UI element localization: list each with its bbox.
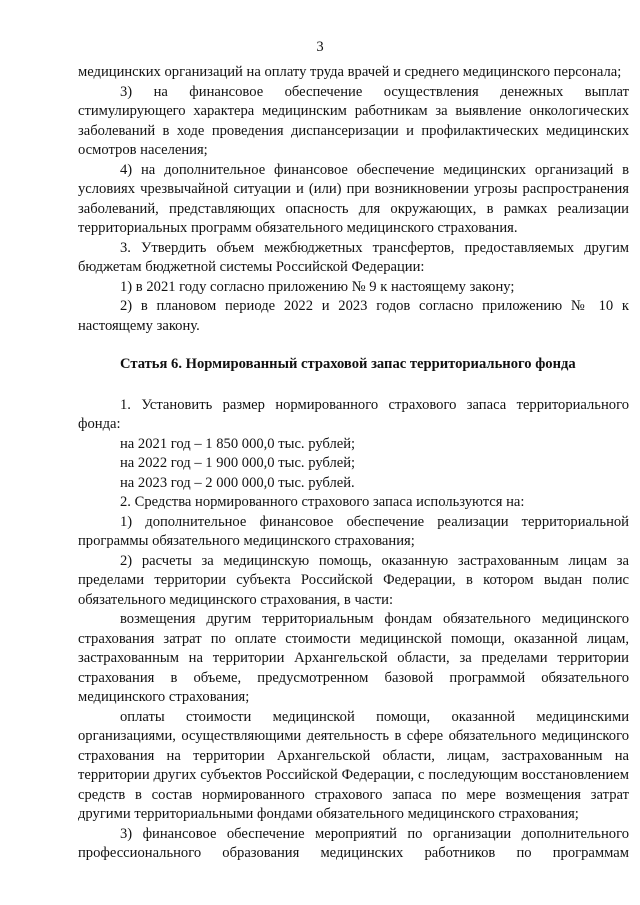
paragraph: 3) финансовое обеспечение мероприятий по организации дополнительного профессионального образования медицинских работников по программам — [78, 825, 629, 861]
paragraph: 2. Средства нормированного страхового запаса используются на: — [120, 494, 525, 510]
paragraph: 1) дополнительное финансовое обеспечение реализации территориальной программы обязательного медицинского страхования; — [78, 513, 629, 549]
paragraph: 4) на дополнительное финансовое обеспечение медицинских организаций в условиях чрезвычайной ситуации и (или) при возникновении угрозы распространения заболеваний, представляющих опасность для окружающих, в рамках реализации территориальных программ обязательного медицинского страхования. — [78, 161, 629, 236]
paragraph: 1) в 2021 году согласно приложению № 9 к настоящему закону; — [120, 278, 515, 295]
paragraph: 1. Установить размер нормированного страхового запаса территориального фонда: — [78, 396, 629, 432]
paragraph: на 2022 год – 1 900 000,0 тыс. рублей; — [120, 455, 356, 471]
paragraph: на 2023 год – 2 000 000,0 тыс. рублей. — [120, 474, 355, 491]
paragraph: 3. Утвердить объем межбюджетных трансфертов, предоставляемых другим бюджетам бюджетной системы Российской Федерации: — [78, 239, 629, 275]
article-heading: Статья 6. Нормированный страховой запас территориального фонда — [120, 356, 576, 372]
page-number: 3 — [316, 39, 324, 55]
paragraph: на 2021 год – 1 850 000,0 тыс. рублей; — [120, 435, 356, 452]
document-body — [78, 63, 629, 864]
paragraph: оплаты стоимости медицинской помощи, оказанной медицинскими организациями, осуществляющими деятельность в сфере обязательного медицинского страхования на территории Архангельской области, лицам, застрахованным на территории других субъектов Российской Федерации, с последующим восстановлением средств в состав нормированного страхового запаса по мере возмещения затрат другими территориальными фондами обязательного медицинского страхования; — [78, 708, 629, 822]
paragraph: 2) в плановом периоде 2022 и 2023 годов согласно приложению № 10 к настоящему закону. — [78, 298, 629, 334]
paragraph: возмещения другим территориальным фондам обязательного медицинского страхования затрат по оплате стоимости медицинской помощи, оказанной лицам, застрахованным на территории Архангельской области, за пределами территории страхования в объеме, предусмотренном базовой программой обязательного медицинского страхования; — [78, 611, 629, 705]
paragraph: медицинских организаций на оплату труда врачей и среднего медицинского персонала; — [78, 64, 622, 80]
paragraph: 3) на финансовое обеспечение осуществления денежных выплат стимулирующего характера медицинским работникам за выявление онкологических заболеваний в ходе проведения диспансеризации и профилактических медицинских осмотров населения; — [78, 83, 629, 158]
paragraph: 2) расчеты за медицинскую помощь, оказанную застрахованным лицам за пределами территории субъекта Российской Федерации, в котором выдан полис обязательного медицинского страхования, в части: — [78, 552, 629, 608]
